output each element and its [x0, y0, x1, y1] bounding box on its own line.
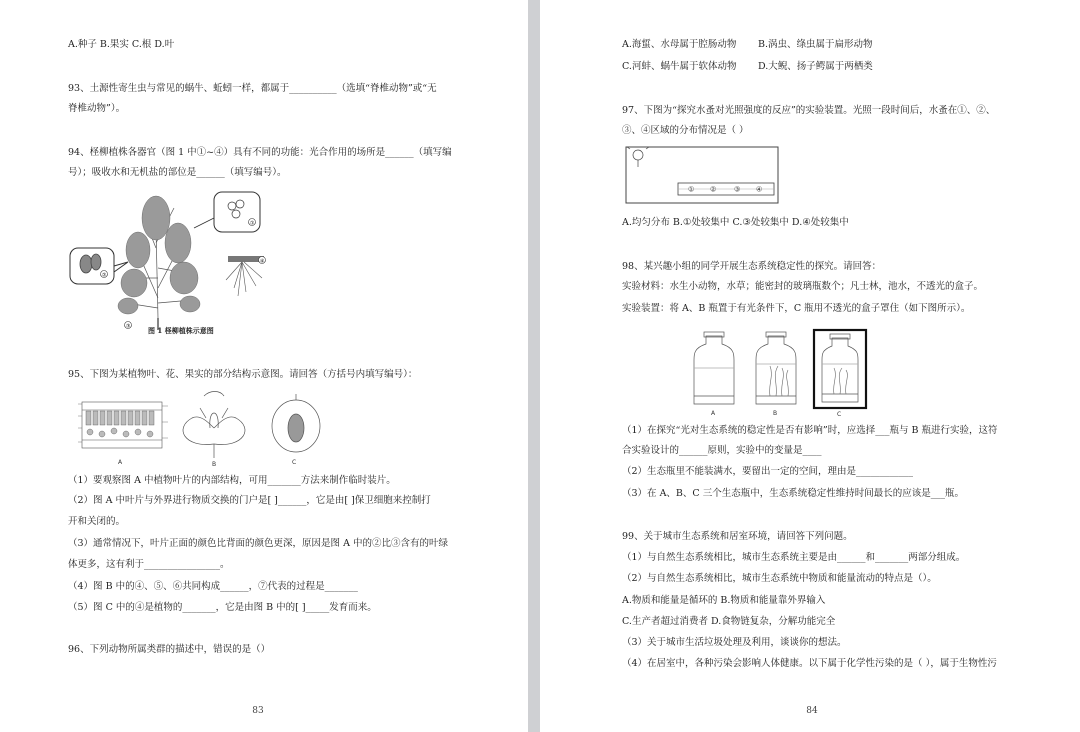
figure-c-label: C — [292, 459, 297, 466]
svg-text:①: ① — [250, 220, 255, 227]
q98-line1: 98、某兴趣小组的同学开展生态系统稳定性的探究。请回答： — [622, 261, 882, 272]
q95-sub4: （4）图 B 中的④、⑤、⑥共同构成______，⑦代表的过程是_______ — [68, 581, 358, 592]
q97-options: A.均匀分布 B.①处较集中 C.③处较集中 D.④处较集中 — [622, 217, 849, 228]
q96-option-c: C.河蚌、蜗牛属于软体动物 — [622, 61, 737, 72]
light-tank-figure — [624, 145, 780, 205]
q99-sub4: （4）在居室中，各种污染会影响人体健康。以下属于化学性污染的是（ ），属于生物性污 — [622, 658, 997, 669]
q96-option-d: D.大鲵、扬子鳄属于两栖类 — [758, 61, 873, 72]
q95-sub2-line2: 开和关闭的。 — [68, 516, 126, 527]
document-page-84 — [540, 0, 1080, 732]
q96-option-a: A.海蜇、水母属于腔肠动物 — [622, 39, 737, 50]
q95-sub3-line2: 体更多，这有利于________________。 — [68, 559, 230, 570]
zone-2-label: ② — [710, 185, 717, 194]
q98-line3: 实验装置：将 A、B 瓶置于有光条件下，C 瓶用不透光的盒子罩住（如下图所示）。 — [622, 303, 971, 314]
figure-b-label: B — [212, 461, 217, 468]
tamarisk-plant-figure — [66, 188, 276, 338]
bottle-a-label: A — [711, 410, 716, 417]
document-page-83 — [0, 0, 528, 732]
q99-sub2: （2）与自然生态系统相比，城市生态系统中物质和能量流动的特点是（）。 — [622, 573, 937, 584]
q95-sub1: （1）要观察图 A 中植物叶片的内部结构，可用_______方法来制作临时装片。 — [68, 475, 396, 486]
bottle-c-label: C — [837, 411, 842, 418]
zone-3-label: ③ — [734, 185, 741, 194]
q99-sub1: （1）与自然生态系统相比，城市生态系统主要是由______和_______两部分组成。 — [622, 552, 966, 563]
bottle-b-label: B — [773, 410, 778, 417]
q92-options: A.种子 B.果实 C.根 D.叶 — [68, 39, 175, 50]
page-gutter — [528, 0, 540, 732]
q94-line1: 94、柽柳植株各器官（图 1 中①~④）具有不同的功能：光合作用的场所是______（填写编 — [68, 147, 452, 158]
q96-stem: 96、下列动物所属类群的描述中，错误的是（） — [68, 644, 271, 655]
zone-4-label: ④ — [756, 185, 763, 194]
q96-option-b: B.涡虫、绦虫属于扁形动物 — [758, 39, 873, 50]
q93-line2: 脊椎动物”）。 — [68, 103, 126, 114]
q95-sub5: （5）图 C 中的④是植物的_______，它是由图 B 中的[ ]_____发育而来。 — [68, 602, 377, 613]
q99-sub3: （3）关于城市生活垃圾处理及利用，谈谈你的想法。 — [622, 637, 847, 648]
q99-options-ab: A.物质和能量是循环的 B.物质和能量靠外界输入 — [622, 595, 826, 606]
q95-sub2-line1: （2）图 A 中叶片与外界进行物质交换的门户是[ ]______，它是由[ ]保卫细胞来控制打 — [68, 495, 431, 506]
q98-sub2: （2）生态瓶里不能装满水，要留出一定的空间，理由是____________ — [622, 466, 914, 477]
q99-line1: 99、关于城市生态系统和居室环境，请回答下列问题。 — [622, 531, 853, 542]
q97-line1: 97、下图为“探究水蚤对光照强度的反应”的实验装置。光照一段时间后，水蚤在①、②、 — [622, 105, 996, 116]
page-number-left: 83 — [252, 706, 264, 716]
zone-1-label: ① — [688, 185, 695, 194]
lamp-icon — [627, 147, 649, 167]
q94-line2: 号）；吸收水和无机盐的部位是______（填写编号）。 — [68, 167, 287, 178]
figure-1-caption: 图 1 柽柳植株示意图 — [148, 326, 214, 335]
svg-text:③: ③ — [126, 323, 131, 330]
q98-sub1-line2: 合实验设计的______原则，实验中的变量是____ — [622, 445, 822, 456]
q97-line2: ③、④区域的分布情况是（ ） — [622, 125, 749, 136]
q93-line1: 93、土源性寄生虫与常见的蜗牛、蚯蚓一样，都属于__________（选填“脊椎动物”或“无 — [68, 83, 437, 94]
leaf-flower-fruit-figure — [74, 388, 334, 468]
svg-text:④: ④ — [260, 258, 265, 265]
svg-text:②: ② — [102, 272, 107, 279]
q95-line1: 95、下图为某植物叶、花、果实的部分结构示意图。请回答（方括号内填写编号）： — [68, 369, 418, 380]
q98-sub1-line1: （1）在探究“光对生态系统的稳定性是否有影响”时，应选择___瓶与 B 瓶进行实验，这符 — [622, 425, 998, 436]
q99-options-cd: C.生产者超过消费者 D.食物链复杂，分解功能完全 — [622, 616, 836, 627]
q95-sub3-line1: （3）通常情况下，叶片正面的颜色比背面的颜色更深，原因是图 A 中的②比③含有的叶绿 — [68, 538, 448, 549]
figure-a-label: A — [118, 459, 123, 466]
q98-sub3: （3）在 A、B、C 三个生态瓶中，生态系统稳定性维持时间最长的应该是___瓶。 — [622, 488, 964, 499]
page-number-right: 84 — [806, 706, 818, 716]
ecosystem-bottles-figure — [690, 328, 870, 420]
q98-line2: 实验材料：水生小动物，水草；能密封的玻璃瓶数个；凡士林，池水，不透光的盒子。 — [622, 281, 984, 292]
